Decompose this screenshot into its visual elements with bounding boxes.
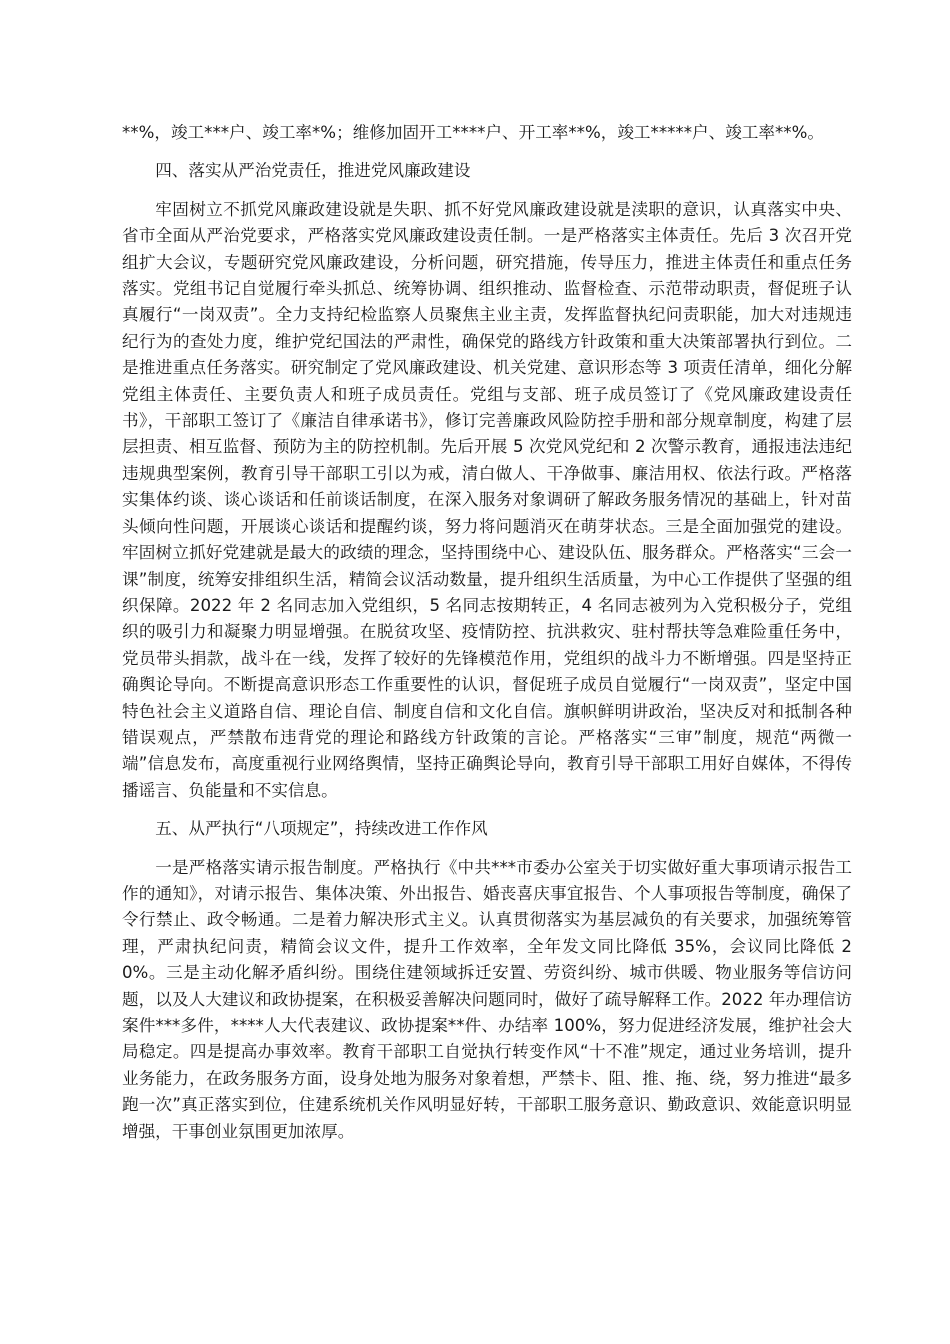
document-page — [122, 120, 852, 1145]
paragraph-gap — [122, 185, 852, 197]
paragraph-gap — [122, 146, 852, 158]
paragraph-section-4-body: 牢固树立不抓党风廉政建设就是失职、抓不好党风廉政建设就是渎职的意识，认真落实中央、省市全面从严治党要求，严格落实党风廉政建设责任制。一是严格落实主体责任。先后 3 次召开党组扩大会议，专题研究党风廉政建设，分析问题，研究措施，传导压力，推进主体责任和重点任务落实。党组书记自觉履行牵头抓总、统筹协调、组织推动、监督检查、示范带动职责，督促班子认真履行“一岗双责”。全力支持纪检监察人员聚焦主业主责，发挥监督执纪问责职能，加大对违规违纪行为的查处力度，维护党纪国法的严肃性，确保党的路线方针政策和重大决策部署执行到位。二是推进重点任务落实。研究制定了党风廉政建设、机关党建、意识形态等 3 项责任清单，细化分解党组主体责任、主要负责人和班子成员责任。党组与支部、班子成员签订了《党风廉政建设责任书》，干部职工签订了《廉洁自律承诺书》，修订完善廉政风险防控手册和部分规章制度，构建了层层担责、相互监督、预防为主的防控机制。先后开展 5 次党风党纪和 2 次警示教育，通报违法违纪违规典型案例，教育引导干部职工引以为戒，清白做人、干净做事、廉洁用权、依法行政。严格落实集体约谈、谈心谈话和任前谈话制度，在深入服务对象调研了解政务服务情况的基础上，针对苗头倾向性问题，开展谈心谈话和提醒约谈，努力将问题消灭在萌芽状态。三是全面加强党的建设。牢固树立抓好党建就是最大的政绩的理念，坚持围绕中心、建设队伍、服务群众。严格落实“三会一课”制度，统筹安排组织生活，精简会议活动数量，提升组织生活质量，为中心工作提供了坚强的组织保障。2022 年 2 名同志加入党组织，5 名同志按期转正，4 名同志被列为入党积极分子，党组织的吸引力和凝聚力明显增强。在脱贫攻坚、疫情防控、抗洪救灾、驻村帮扶等急难险重任务中，党员带头捐款，战斗在一线，发挥了较好的先锋模范作用，党组织的战斗力不断增强。四是坚持正确舆论导向。不断提高意识形态工作重要性的认识，督促班子成员自觉履行“一岗双责”，坚定中国特色社会主义道路自信、理论自信、制度自信和文化自信。旗帜鲜明讲政治，坚决反对和抵制各种错误观点，严禁散布违背党的理论和路线方针政策的言论。严格落实“三审”制度，规范“两微一端”信息发布，高度重视行业网络舆情，坚持正确舆论导向，教育引导干部职工用好自媒体，不得传播谣言、负能量和不实信息。 — [122, 199, 852, 800]
paragraph-gap — [122, 843, 852, 855]
paragraph-section-5-body: 一是严格落实请示报告制度。严格执行《中共***市委办公室关于切实做好重大事项请示报告工作的通知》，对请示报告、集体决策、外出报告、婚丧喜庆事宜报告、个人事项报告等制度，确保了令行禁止、政令畅通。二是着力解决形式主义。认真贯彻落实为基层减负的有关要求，加强统筹管理，严肃执纪问责，精简会议文件，提升工作效率，全年发文同比降低 35%，会议同比降低 20%。三是主动化解矛盾纠纷。围绕住建领域拆迁安置、劳资纠纷、城市供暖、物业服务等信访问题，以及人大建议和政协提案，在积极妥善解决问题同时，做好了疏导解释工作。2022 年办理信访案件***多件，****人大代表建议、政协提案**件、办结率 100%，努力促进经济发展，维护社会大局稳定。四是提高办事效率。教育干部职工自觉执行转变作风“十不准”规定，通过业务培训，提升业务能力，在政务服务方面，设身处地为服务对象着想，严禁卡、阻、推、拖、绕，努力推进“最多跑一次”真正落实到位，住建系统机关作风明显好转，干部职工服务意识、勤政意识、效能意识明显增强，干事创业氛围更加浓厚。 — [122, 857, 852, 1141]
section-heading-4: 四、落实从严治党责任，推进党风廉政建设 — [155, 161, 471, 181]
paragraph-continuation: **%，竣工***户、竣工率*%；维修加固开工****户、开工率**%，竣工*****户、竣工率**%。 — [122, 123, 824, 142]
paragraph-gap — [122, 804, 852, 816]
section-heading-5: 五、从严执行“八项规定”，持续改进工作作风 — [155, 819, 488, 839]
